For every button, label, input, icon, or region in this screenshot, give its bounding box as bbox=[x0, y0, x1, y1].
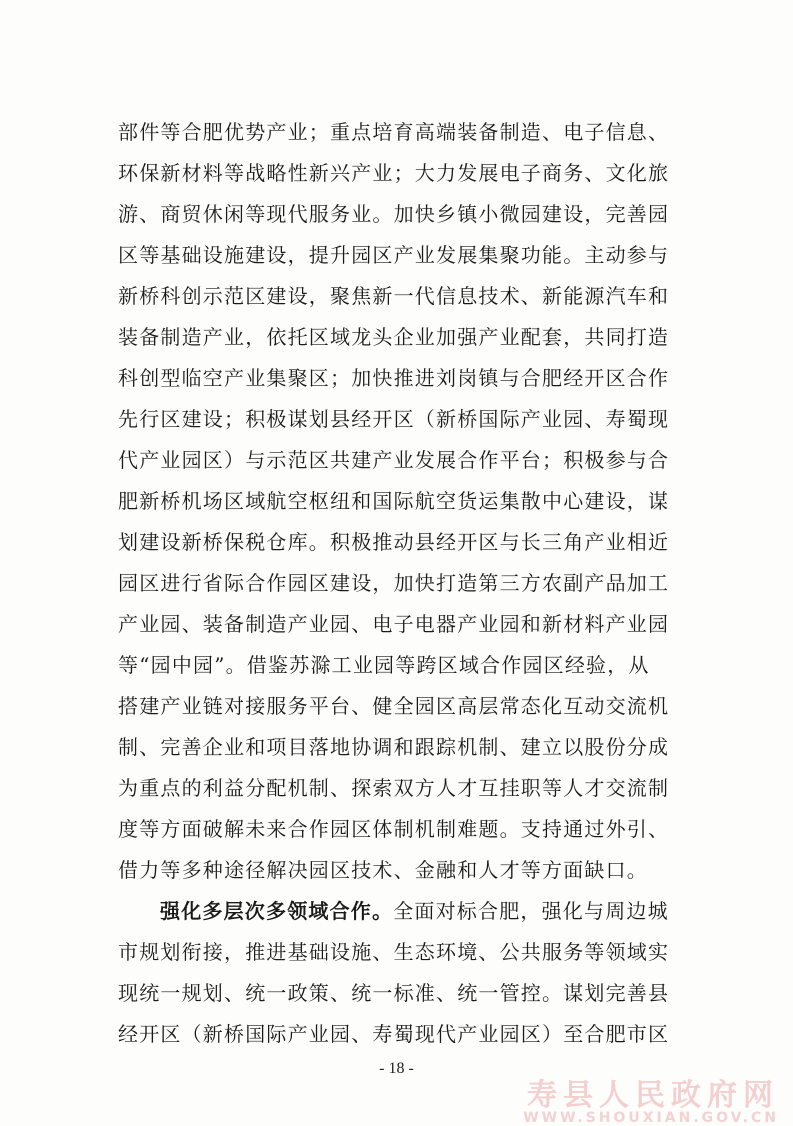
text-line: 为重点的利益分配机制、探索双方人才互挂职等人才交流制 bbox=[118, 776, 670, 800]
text-line: 度等方面破解未来合作园区体制机制难题。支持通过外引、 bbox=[118, 817, 670, 841]
text-line: 等“园中园”。借鉴苏滁工业园等跨区域合作园区经验，从 bbox=[118, 653, 650, 677]
text-line: 新桥科创示范区建设，聚焦新一代信息技术、新能源汽车和 bbox=[118, 284, 670, 308]
text-line: 借力等多种途径解决园区技术、金融和人才等方面缺口。 bbox=[118, 858, 648, 882]
paragraph-first-line bbox=[118, 891, 690, 932]
text-line: 搭建产业链对接服务平台、健全园区高层常态化互动交流机 bbox=[118, 694, 670, 718]
text-line: 现统一规划、统一政策、统一标准、统一管控。谋划完善县 bbox=[118, 981, 670, 1005]
text-line: 先行区建设；积极谋划县经开区（新桥国际产业园、寿蜀现 bbox=[118, 407, 670, 431]
text-line: 代产业园区）与示范区共建产业发展合作平台；积极参与合 bbox=[118, 448, 670, 472]
text-line: 市规划衔接，推进基础设施、生态环境、公共服务等领域实 bbox=[118, 940, 670, 964]
body-text bbox=[118, 112, 690, 1055]
text-line: 环保新材料等战略性新兴产业；大力发展电子商务、文化旅 bbox=[118, 161, 670, 185]
section-lead-heading: 强化多层次多领域合作。 bbox=[160, 899, 394, 923]
text-line: 园区进行省际合作园区建设，加快打造第三方农副产品加工 bbox=[118, 571, 670, 595]
text-line: 划建设新桥保税仓库。积极推动县经开区与长三角产业相近 bbox=[118, 530, 670, 554]
text-line: 制、完善企业和项目落地协调和跟踪机制、建立以股份分成 bbox=[118, 735, 670, 759]
watermark-url: WWW.SHOUXIAN.GOV.CN bbox=[523, 1110, 779, 1126]
text-line: 产业园、装备制造产业园、电子电器产业园和新材料产业园 bbox=[118, 612, 670, 636]
watermark bbox=[523, 1070, 779, 1126]
text-line: 肥新桥机场区域航空枢纽和国际航空货运集散中心建设，谋 bbox=[118, 489, 670, 513]
page-number: - 18 - bbox=[379, 1060, 414, 1077]
text-line: 部件等合肥优势产业；重点培育高端装备制造、电子信息、 bbox=[118, 120, 670, 144]
text-span: 全面对标合肥，强化与周边城 bbox=[393, 899, 669, 923]
text-line: 科创型临空产业集聚区；加快推进刘岗镇与合肥经开区合作 bbox=[118, 366, 670, 390]
text-line: 区等基础设施建设，提升园区产业发展集聚功能。主动参与 bbox=[118, 243, 670, 267]
text-line: 游、商贸休闲等现代服务业。加快乡镇小微园建设，完善园 bbox=[118, 202, 670, 226]
watermark-title: 寿县人民政府网 bbox=[527, 1078, 779, 1113]
text-line: 经开区（新桥国际产业园、寿蜀现代产业园区）至合肥市区 bbox=[118, 1022, 670, 1046]
text-line: 装备制造产业，依托区域龙头企业加强产业配套，共同打造 bbox=[118, 325, 670, 349]
